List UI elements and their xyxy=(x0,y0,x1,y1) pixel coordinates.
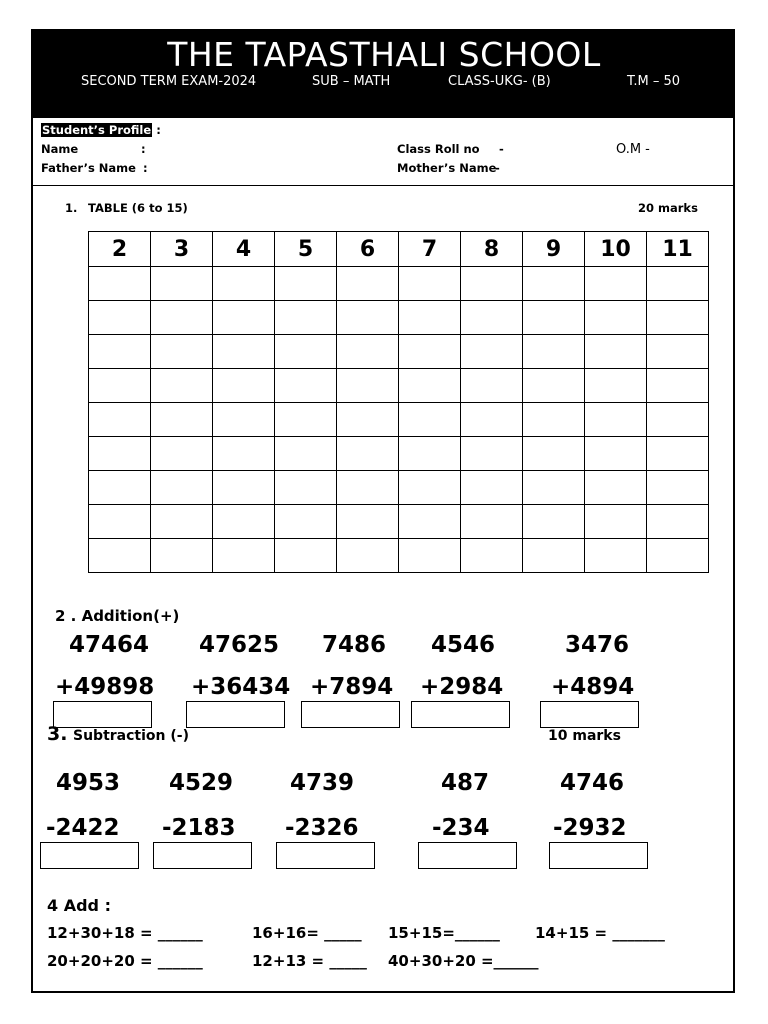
table-answer-cell[interactable] xyxy=(213,267,275,301)
table-header-cell: 3 xyxy=(151,232,213,267)
table-answer-cell[interactable] xyxy=(585,539,647,573)
table-header-cell: 10 xyxy=(585,232,647,267)
name-label: Name xyxy=(41,142,79,156)
table-answer-cell[interactable] xyxy=(89,403,151,437)
table-header-cell: 5 xyxy=(275,232,337,267)
table-answer-cell[interactable] xyxy=(461,505,523,539)
addition-top-number: 4546 xyxy=(431,632,496,658)
addition-answer-box[interactable] xyxy=(186,701,285,728)
table-answer-cell[interactable] xyxy=(399,335,461,369)
table-answer-cell[interactable] xyxy=(585,403,647,437)
table-answer-cell[interactable] xyxy=(523,403,585,437)
table-answer-cell[interactable] xyxy=(337,369,399,403)
table-answer-cell[interactable] xyxy=(523,369,585,403)
mother-dash: - xyxy=(495,161,500,175)
table-answer-cell[interactable] xyxy=(585,301,647,335)
table-answer-cell[interactable] xyxy=(647,437,709,471)
table-answer-cell[interactable] xyxy=(89,369,151,403)
addition-top-number: 7486 xyxy=(322,632,387,658)
table-answer-cell[interactable] xyxy=(275,369,337,403)
profile-title: Student’s Profile : xyxy=(42,123,161,137)
subtraction-top-number: 4529 xyxy=(169,770,234,796)
subtraction-top-number: 4746 xyxy=(560,770,625,796)
subtraction-answer-box[interactable] xyxy=(276,842,375,869)
om-label: O.M - xyxy=(616,142,650,157)
table-answer-cell[interactable] xyxy=(585,267,647,301)
table-answer-cell[interactable] xyxy=(399,437,461,471)
addition-bottom-number: +49898 xyxy=(55,674,155,700)
table-answer-cell[interactable] xyxy=(275,505,337,539)
table-answer-cell[interactable] xyxy=(151,335,213,369)
table-answer-cell[interactable] xyxy=(89,505,151,539)
roll-dash: - xyxy=(499,142,504,156)
table-row xyxy=(89,267,709,301)
subtraction-top-number: 4739 xyxy=(290,770,355,796)
q4-problem: 16+16= _____ xyxy=(252,924,362,942)
table-answer-cell[interactable] xyxy=(461,301,523,335)
subtraction-bottom-number: -2932 xyxy=(553,815,627,841)
q3-marks: 10 marks xyxy=(548,728,621,744)
table-answer-cell[interactable] xyxy=(337,437,399,471)
table-answer-cell[interactable] xyxy=(461,437,523,471)
table-answer-cell[interactable] xyxy=(399,505,461,539)
q4-problem: 12+30+18 = ______ xyxy=(47,924,203,942)
addition-bottom-number: +2984 xyxy=(420,674,504,700)
table-answer-cell[interactable] xyxy=(647,471,709,505)
table-answer-cell[interactable] xyxy=(523,437,585,471)
table-answer-cell[interactable] xyxy=(151,437,213,471)
addition-bottom-number: +7894 xyxy=(310,674,394,700)
class-name: CLASS-UKG- (B) xyxy=(448,74,551,89)
table-answer-cell[interactable] xyxy=(213,437,275,471)
multiplication-table-grid xyxy=(88,231,709,573)
table-answer-cell[interactable] xyxy=(337,539,399,573)
table-answer-cell[interactable] xyxy=(647,505,709,539)
table-answer-cell[interactable] xyxy=(151,471,213,505)
addition-answer-box[interactable] xyxy=(53,701,152,728)
table-answer-cell[interactable] xyxy=(275,301,337,335)
table-answer-cell[interactable] xyxy=(399,403,461,437)
table-header-cell: 11 xyxy=(647,232,709,267)
table-answer-cell[interactable] xyxy=(461,403,523,437)
addition-bottom-number: +36434 xyxy=(191,674,291,700)
table-answer-cell[interactable] xyxy=(213,403,275,437)
subtraction-top-number: 487 xyxy=(441,770,490,796)
school-name: THE TAPASTHALI SCHOOL xyxy=(167,35,601,74)
table-answer-cell[interactable] xyxy=(647,369,709,403)
table-answer-cell[interactable] xyxy=(399,539,461,573)
table-answer-cell[interactable] xyxy=(523,471,585,505)
subtraction-bottom-number: -2422 xyxy=(46,815,120,841)
father-name-label: Father’s Name xyxy=(41,161,136,175)
q4-problem: 14+15 = _______ xyxy=(535,924,665,942)
table-answer-cell[interactable] xyxy=(337,403,399,437)
subject: SUB – MATH xyxy=(312,74,391,89)
table-answer-cell[interactable] xyxy=(275,539,337,573)
q4-problem: 40+30+20 =______ xyxy=(388,952,539,970)
table-answer-cell[interactable] xyxy=(89,267,151,301)
subtraction-bottom-number: -234 xyxy=(432,815,490,841)
subtraction-answer-box[interactable] xyxy=(549,842,648,869)
table-answer-cell[interactable] xyxy=(213,505,275,539)
table-answer-cell[interactable] xyxy=(275,267,337,301)
table-answer-cell[interactable] xyxy=(151,539,213,573)
table-header-cell: 4 xyxy=(213,232,275,267)
table-answer-cell[interactable] xyxy=(647,539,709,573)
table-answer-cell[interactable] xyxy=(647,403,709,437)
table-answer-cell[interactable] xyxy=(213,471,275,505)
table-answer-cell[interactable] xyxy=(213,539,275,573)
table-answer-cell[interactable] xyxy=(461,471,523,505)
addition-top-number: 47464 xyxy=(69,632,150,658)
table-answer-cell[interactable] xyxy=(151,369,213,403)
table-answer-cell[interactable] xyxy=(585,471,647,505)
q1-title: TABLE (6 to 15) xyxy=(88,201,188,215)
table-row xyxy=(89,301,709,335)
table-answer-cell[interactable] xyxy=(399,267,461,301)
table-header-cell: 2 xyxy=(89,232,151,267)
table-answer-cell[interactable] xyxy=(89,471,151,505)
subtraction-bottom-number: -2183 xyxy=(162,815,236,841)
table-answer-cell[interactable] xyxy=(585,505,647,539)
table-header-cell: 7 xyxy=(399,232,461,267)
q4-problem: 12+13 = _____ xyxy=(252,952,367,970)
table-answer-cell[interactable] xyxy=(523,505,585,539)
table-answer-cell[interactable] xyxy=(399,301,461,335)
table-answer-cell[interactable] xyxy=(523,267,585,301)
name-colon: : xyxy=(141,142,146,156)
table-answer-cell[interactable] xyxy=(461,267,523,301)
table-row xyxy=(89,403,709,437)
q1-number: 1. xyxy=(65,201,78,215)
mother-name-label: Mother’s Name xyxy=(397,161,497,175)
table-answer-cell[interactable] xyxy=(647,301,709,335)
addition-answer-box[interactable] xyxy=(301,701,400,728)
table-answer-cell[interactable] xyxy=(89,437,151,471)
table-header-cell: 6 xyxy=(337,232,399,267)
header-banner xyxy=(33,31,735,118)
subtraction-answer-box[interactable] xyxy=(153,842,252,869)
q4-title: 4 Add : xyxy=(47,896,111,915)
table-answer-cell[interactable] xyxy=(399,369,461,403)
table-answer-cell[interactable] xyxy=(337,505,399,539)
table-row xyxy=(89,437,709,471)
table-answer-cell[interactable] xyxy=(89,335,151,369)
roll-label: Class Roll no xyxy=(397,142,480,156)
addition-top-number: 47625 xyxy=(199,632,280,658)
addition-bottom-number: +4894 xyxy=(551,674,635,700)
addition-answer-box[interactable] xyxy=(411,701,510,728)
father-colon: : xyxy=(143,161,148,175)
table-answer-cell[interactable] xyxy=(585,437,647,471)
table-answer-cell[interactable] xyxy=(275,471,337,505)
table-answer-cell[interactable] xyxy=(461,539,523,573)
table-answer-cell[interactable] xyxy=(523,539,585,573)
table-answer-cell[interactable] xyxy=(337,267,399,301)
table-answer-cell[interactable] xyxy=(523,335,585,369)
table-answer-cell[interactable] xyxy=(337,471,399,505)
table-answer-cell[interactable] xyxy=(213,335,275,369)
table-row xyxy=(89,505,709,539)
q1-marks: 20 marks xyxy=(638,201,698,215)
table-answer-cell[interactable] xyxy=(151,505,213,539)
table-row xyxy=(89,369,709,403)
table-answer-cell[interactable] xyxy=(213,369,275,403)
q4-problem: 20+20+20 = ______ xyxy=(47,952,203,970)
table-answer-cell[interactable] xyxy=(151,403,213,437)
table-answer-cell[interactable] xyxy=(213,301,275,335)
table-answer-cell[interactable] xyxy=(461,335,523,369)
table-answer-cell[interactable] xyxy=(647,267,709,301)
subtraction-bottom-number: -2326 xyxy=(285,815,359,841)
table-answer-cell[interactable] xyxy=(585,369,647,403)
table-answer-cell[interactable] xyxy=(151,267,213,301)
subtraction-answer-box[interactable] xyxy=(418,842,517,869)
q2-title: 2 . Addition(+) xyxy=(55,607,180,625)
table-answer-cell[interactable] xyxy=(89,301,151,335)
table-answer-cell[interactable] xyxy=(151,301,213,335)
table-answer-cell[interactable] xyxy=(89,539,151,573)
table-answer-cell[interactable] xyxy=(523,301,585,335)
table-answer-cell[interactable] xyxy=(399,471,461,505)
table-row xyxy=(89,335,709,369)
table-answer-cell[interactable] xyxy=(275,437,337,471)
table-answer-cell[interactable] xyxy=(337,301,399,335)
table-answer-cell[interactable] xyxy=(275,335,337,369)
q3-number: 3. xyxy=(47,723,68,745)
subtraction-top-number: 4953 xyxy=(56,770,121,796)
table-answer-cell[interactable] xyxy=(461,369,523,403)
table-answer-cell[interactable] xyxy=(275,403,337,437)
divider xyxy=(33,185,735,186)
addition-top-number: 3476 xyxy=(565,632,630,658)
table-answer-cell[interactable] xyxy=(585,335,647,369)
subtraction-answer-box[interactable] xyxy=(40,842,139,869)
q4-problem: 15+15=______ xyxy=(388,924,500,942)
q3-title: Subtraction (-) xyxy=(73,728,189,744)
table-answer-cell[interactable] xyxy=(337,335,399,369)
table-header-cell: 9 xyxy=(523,232,585,267)
table-header-cell: 8 xyxy=(461,232,523,267)
table-row xyxy=(89,539,709,573)
total-marks: T.M – 50 xyxy=(627,74,681,89)
addition-answer-box[interactable] xyxy=(540,701,639,728)
exam-name: SECOND TERM EXAM-2024 xyxy=(81,74,257,89)
table-row xyxy=(89,471,709,505)
table-answer-cell[interactable] xyxy=(647,335,709,369)
table-header-row xyxy=(89,232,709,267)
